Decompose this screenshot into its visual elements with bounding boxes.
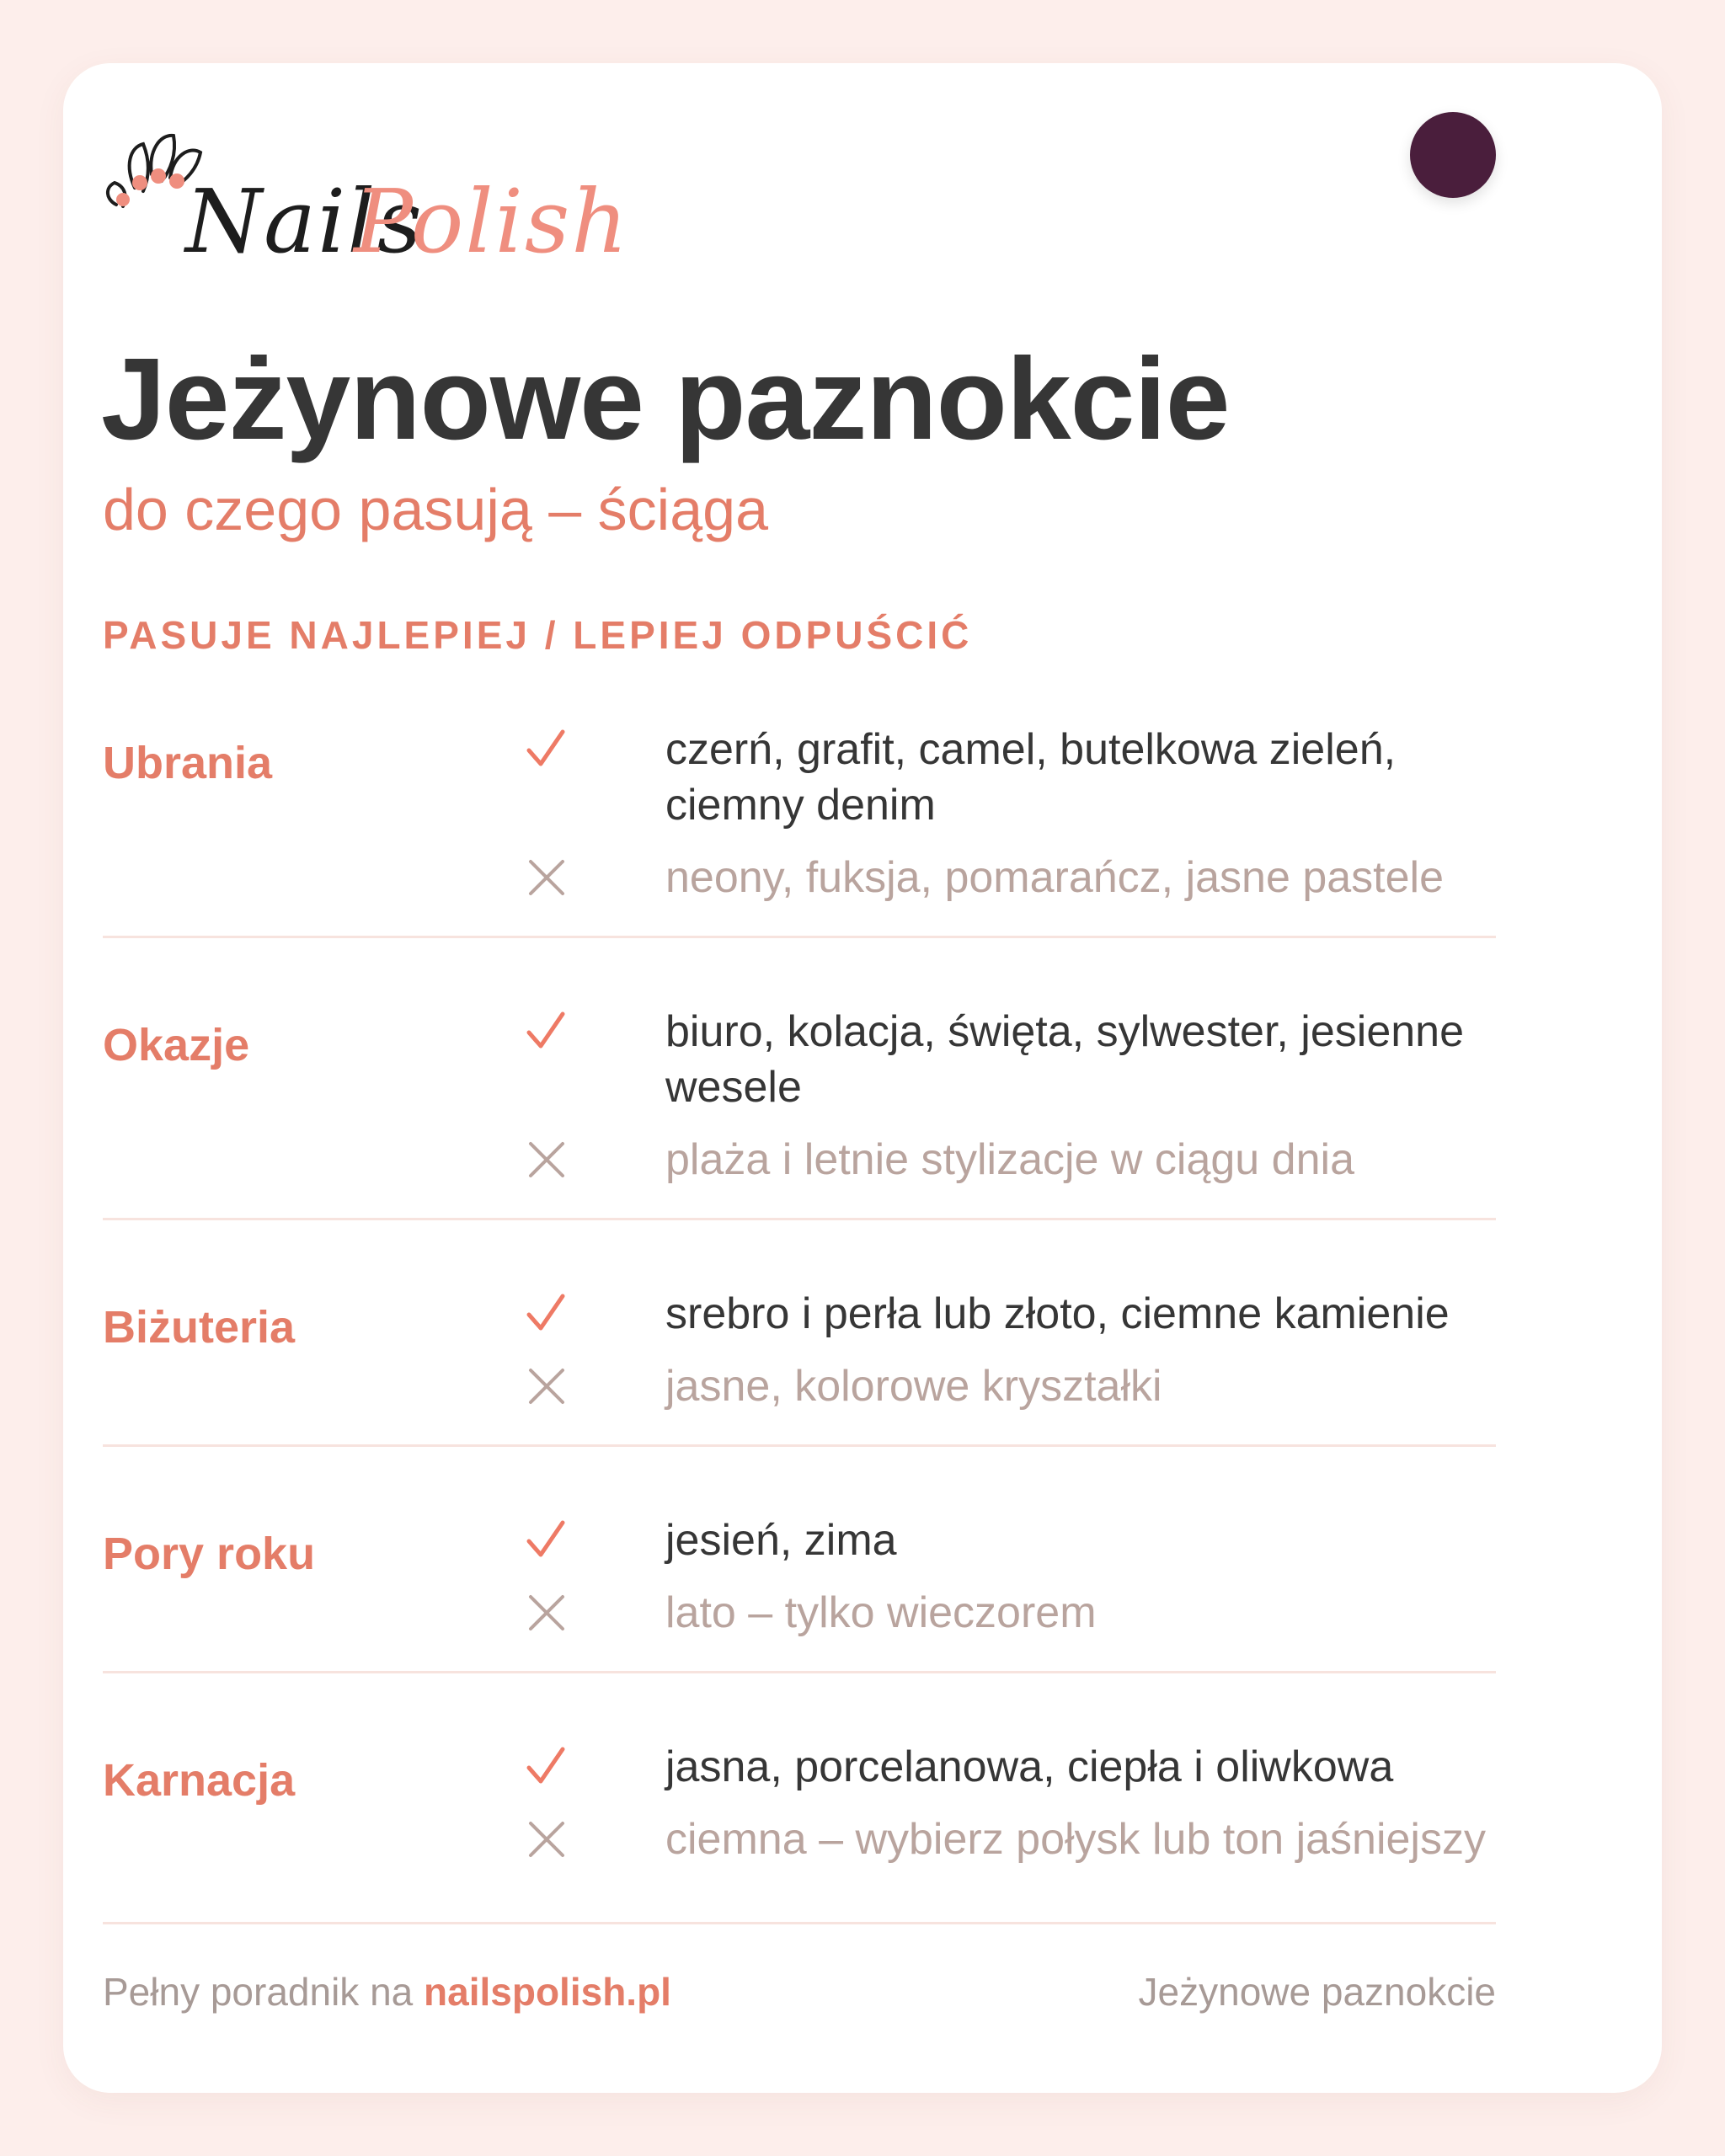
good-text: srebro i perła lub złoto, ciemne kamienie — [665, 1289, 1450, 1338]
check-icon — [524, 727, 569, 772]
footer-source — [103, 1969, 671, 2015]
bad-item — [524, 1812, 1496, 1867]
footer-link[interactable]: nailspolish.pl — [424, 1970, 671, 2014]
check-icon — [524, 1291, 569, 1337]
page-subtitle: do czego pasują – ściąga — [103, 477, 768, 542]
good-text: czerń, grafit, camel, butelkowa zieleń, ciemny denim — [665, 725, 1397, 830]
bad-item — [524, 1132, 1496, 1187]
good-text: biuro, kolacja, święta, sylwester, jesienne wesele — [665, 1007, 1465, 1112]
bad-text: lato – tylko wieczorem — [665, 1588, 1097, 1637]
logo-word-polish: Polish — [354, 170, 630, 273]
table-row — [103, 722, 1496, 938]
good-text: jasna, porcelanowa, ciepła i oliwkowa — [665, 1742, 1394, 1791]
good-item — [524, 1513, 1496, 1568]
bad-item — [524, 850, 1496, 905]
row-category: Biżuteria — [103, 1302, 296, 1353]
row-category: Ubrania — [103, 738, 273, 788]
page-title: Jeżynowe paznokcie — [101, 334, 1230, 464]
good-item — [524, 1739, 1496, 1795]
bad-text: neony, fuksja, pomarańcz, jasne pastele — [665, 853, 1445, 902]
row-category: Karnacja — [103, 1755, 296, 1806]
footer-divider — [103, 1922, 1496, 1924]
table-row — [103, 1286, 1496, 1447]
cross-icon — [524, 1137, 569, 1182]
row-category: Okazje — [103, 1020, 250, 1070]
section-label: PASUJE NAJLEPIEJ / LEPIEJ ODPUŚCIĆ — [103, 613, 973, 657]
bad-item — [524, 1358, 1496, 1414]
table-row — [103, 1513, 1496, 1673]
bad-text: jasne, kolorowe kryształki — [665, 1362, 1162, 1411]
footer-prefix: Pełny poradnik na — [103, 1970, 414, 2014]
check-icon — [524, 1744, 569, 1790]
bad-text: plaża i letnie stylizacje w ciągu dnia — [665, 1135, 1354, 1184]
table-row — [103, 1739, 1496, 1897]
bad-text: ciemna – wybierz połysk lub ton jaśniejszy — [665, 1815, 1486, 1864]
check-icon — [524, 1518, 569, 1563]
check-icon — [524, 1009, 569, 1054]
good-item — [524, 722, 1496, 833]
good-item — [524, 1286, 1496, 1342]
cross-icon — [524, 1817, 569, 1862]
good-item — [524, 1004, 1496, 1115]
recommendations-list — [103, 722, 1496, 1963]
bad-item — [524, 1585, 1496, 1641]
logo-word-nails: Nails — [185, 170, 424, 273]
cross-icon — [524, 855, 569, 900]
footer-title: Jeżynowe paznokcie — [1138, 1970, 1496, 2014]
color-swatch — [1410, 112, 1496, 198]
brand-logo[interactable] — [101, 97, 674, 282]
cross-icon — [524, 1364, 569, 1409]
good-text: jesień, zima — [665, 1516, 897, 1565]
row-category: Pory roku — [103, 1529, 316, 1579]
table-row — [103, 1004, 1496, 1220]
cross-icon — [524, 1590, 569, 1636]
